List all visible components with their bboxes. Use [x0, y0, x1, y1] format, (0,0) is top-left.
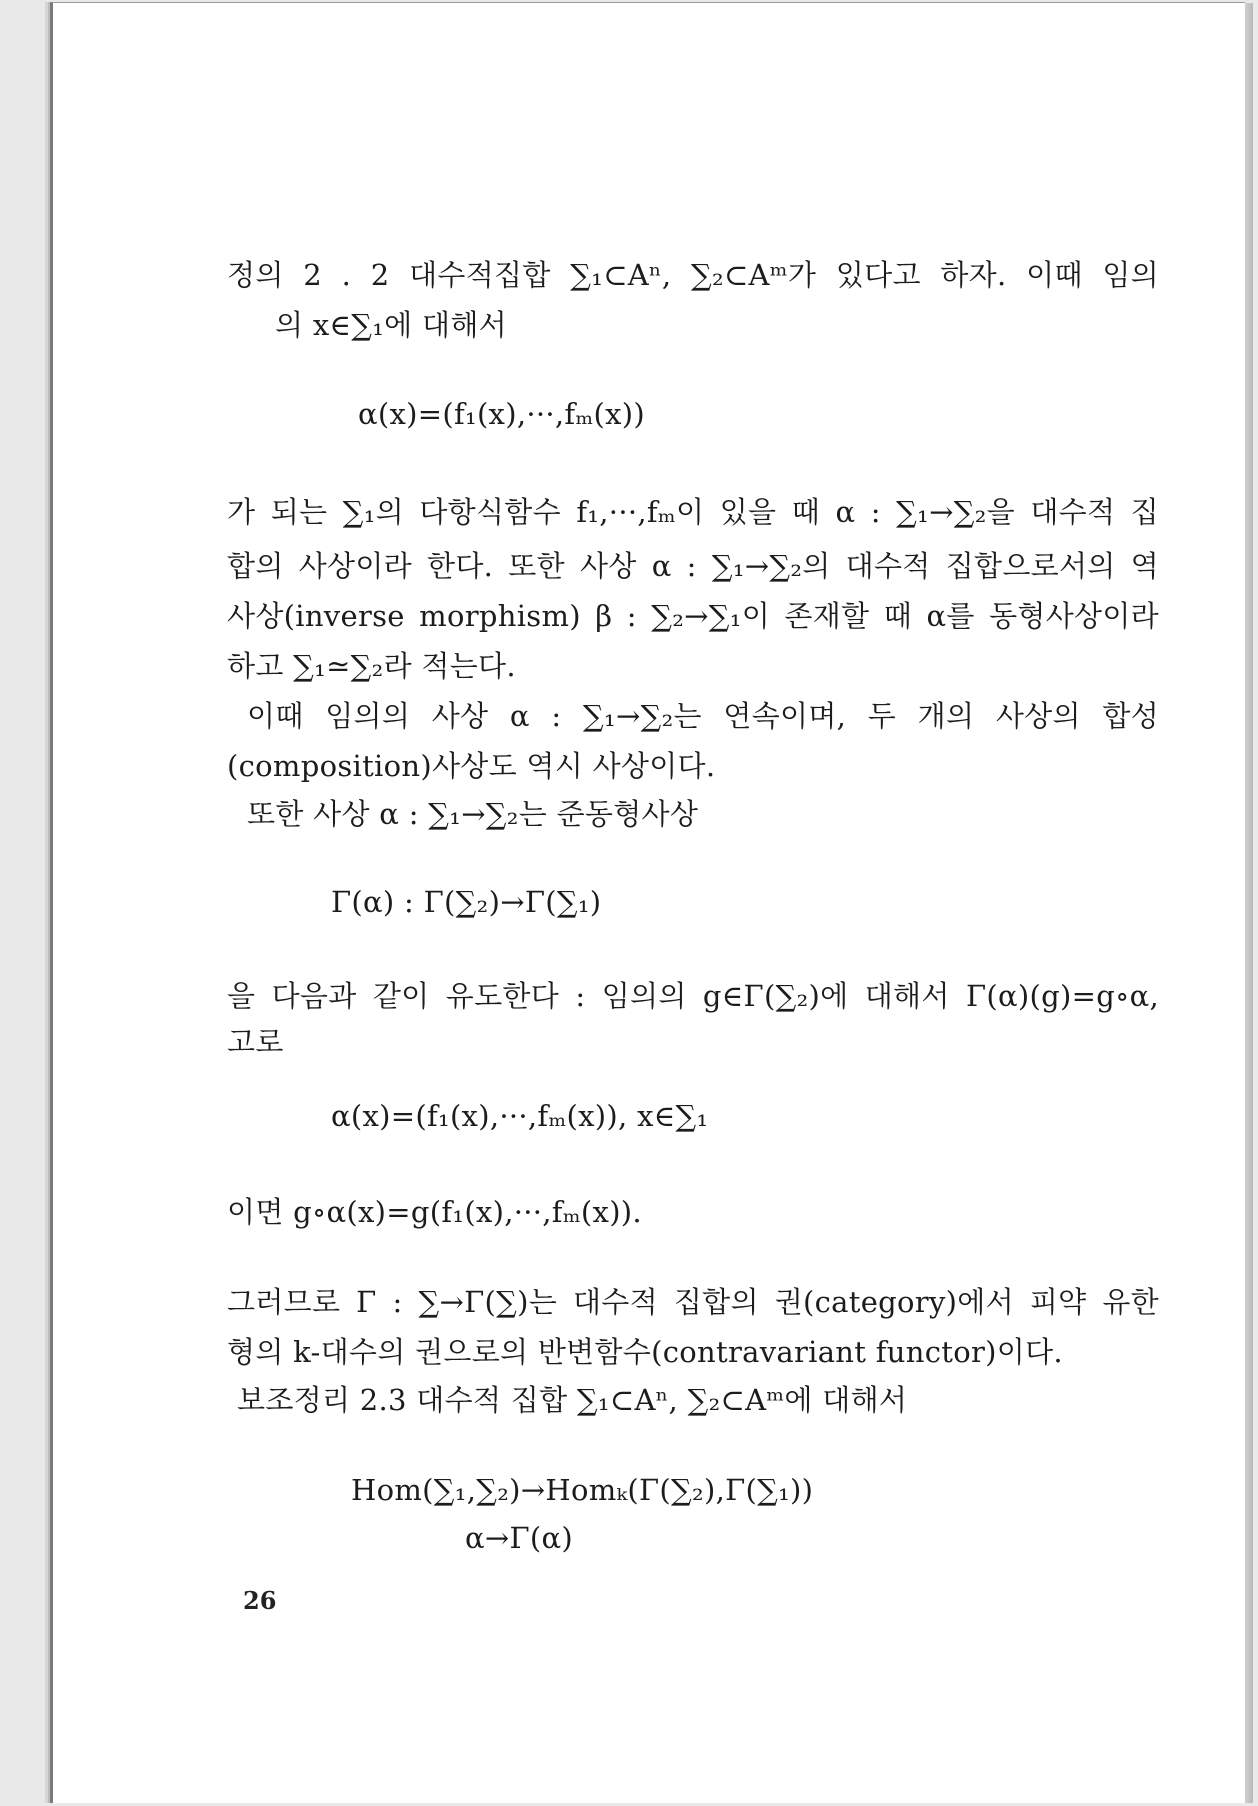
- equation: α→Γ(α): [465, 1521, 574, 1555]
- equation: α(x)=(f₁(x),···,fₘ(x)): [358, 397, 646, 431]
- text-line: 그러므로 Γ : ∑→Γ(∑)는 대수적 집합의 권(category)에서 피약 유한: [227, 1285, 1159, 1319]
- text-line: 이때 임의의 사상 α : ∑₁→∑₂는 연속이며, 두 개의 사상의 합성: [247, 699, 1159, 733]
- text-line: 고로: [227, 1025, 284, 1059]
- text-line: 을 다음과 같이 유도한다 : 임의의 g∈Γ(∑₂)에 대해서 Γ(α)(g)=g∘α,: [227, 979, 1159, 1013]
- text-line: 의 x∈∑₁에 대해서: [275, 308, 507, 342]
- text-line: 가 되는 ∑₁의 다항식함수 f₁,···,fₘ이 있을 때 α : ∑₁→∑₂을 대수적 집: [227, 495, 1159, 529]
- equation: Γ(α) : Γ(∑₂)→Γ(∑₁): [331, 885, 602, 919]
- text-line: (composition)사상도 역시 사상이다.: [227, 749, 716, 783]
- book-page: [50, 2, 1245, 1803]
- text-line: 또한 사상 α : ∑₁→∑₂는 준동형사상: [247, 797, 699, 831]
- text-line: 정의 2 . 2 대수적집합 ∑₁⊂Aⁿ, ∑₂⊂Aᵐ가 있다고 하자. 이때 임의: [227, 258, 1159, 292]
- text-line: 사상(inverse morphism) β : ∑₂→∑₁이 존재할 때 α를 동형사상이라: [227, 599, 1159, 633]
- theorem-heading: 보조정리 2.3 대수적 집합 ∑₁⊂Aⁿ, ∑₂⊂Aᵐ에 대해서: [237, 1383, 908, 1417]
- text-line: 형의 k-대수의 권으로의 반변함수(contravariant functor)이다.: [227, 1335, 1063, 1369]
- text-line: 합의 사상이라 한다. 또한 사상 α : ∑₁→∑₂의 대수적 집합으로서의 역: [227, 549, 1159, 583]
- page-number: 26: [243, 1586, 277, 1615]
- text-line: 하고 ∑₁≃∑₂라 적는다.: [227, 649, 516, 683]
- text-line: 이면 g∘α(x)=g(f₁(x),···,fₘ(x)).: [227, 1195, 642, 1229]
- equation: α(x)=(f₁(x),···,fₘ(x)), x∈∑₁: [331, 1099, 709, 1133]
- equation: Hom(∑₁,∑₂)→Homₖ(Γ(∑₂),Γ(∑₁)): [351, 1473, 814, 1507]
